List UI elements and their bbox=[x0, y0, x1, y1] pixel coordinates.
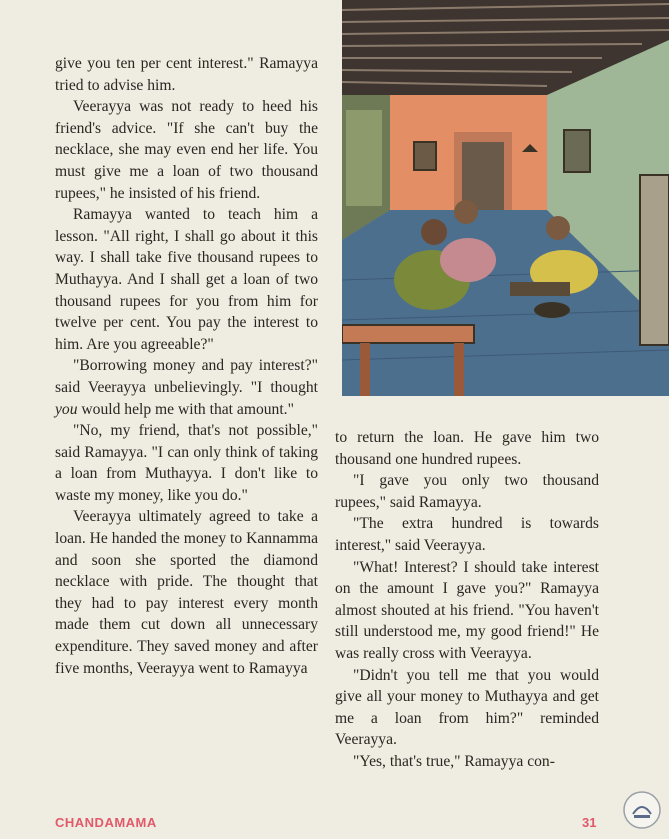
library-stamp-logo bbox=[622, 790, 662, 830]
illustration-drawing bbox=[342, 0, 669, 396]
paragraph: "The extra hundred is towards interest," said Veerayya. bbox=[335, 515, 599, 554]
paragraph: Ramayya wanted to teach him a lesson. "All right, I shall go about it this way. I shall take five thousand rupees to Muthayya. And I shall get a loan of two thousand rupees for you from him for twelve per cent. You pay the interest to him. Are you agreeable?" bbox=[55, 206, 318, 353]
text-run: would help me with that amount." bbox=[77, 400, 294, 418]
paragraph: give you ten per cent interest." Ramayya tried to advise him. bbox=[55, 55, 318, 94]
paragraph: "Didn't you tell me that you would give all your money to Muthayya and get me a loan from him?" reminded Veerayya. bbox=[335, 666, 599, 749]
story-illustration bbox=[342, 0, 669, 396]
magazine-name: CHANDAMAMA bbox=[55, 815, 157, 830]
left-text-column bbox=[55, 53, 318, 679]
paragraph: "No, my friend, that's not possible," said Ramayya. "I can only think of taking a loan from Muthayya. I don't like to waste my money, like you do." bbox=[55, 422, 318, 504]
paragraph: Veerayya ultimately agreed to take a loan. He handed the money to Kannamma and soon she sported the diamond necklace with pride. The thought that they had to pay interest every month made them cut down all unnecessary expenditure. They saved money and after five months, Veerayya went to Ramayya bbox=[55, 508, 318, 677]
right-text-column bbox=[335, 427, 599, 773]
text-run: "Borrowing money and pay interest?" said Veerayya unbelievingly. "I thought bbox=[55, 357, 318, 396]
stamp-icon bbox=[622, 790, 662, 830]
emphasis: you bbox=[55, 400, 78, 418]
paragraph: "Yes, that's true," Ramayya con- bbox=[353, 752, 555, 770]
paragraph bbox=[55, 355, 318, 420]
paragraph: "What! Interest? I should take interest on the amount I gave you?" Ramayya almost shouted at his friend. "You haven't still understood me, my good friend!" He was really cross with Veerayya. bbox=[335, 558, 599, 662]
paragraph: Veerayya was not ready to heed his friend's advice. "If she can't buy the necklace, she may even end her life. You must give me a loan of two thousand rupees," he insisted of his friend. bbox=[55, 98, 318, 202]
paragraph: to return the loan. He gave him two thousand one hundred rupees. bbox=[335, 429, 599, 468]
page-number: 31 bbox=[582, 815, 597, 830]
paragraph: "I gave you only two thousand rupees," said Ramayya. bbox=[335, 472, 599, 511]
